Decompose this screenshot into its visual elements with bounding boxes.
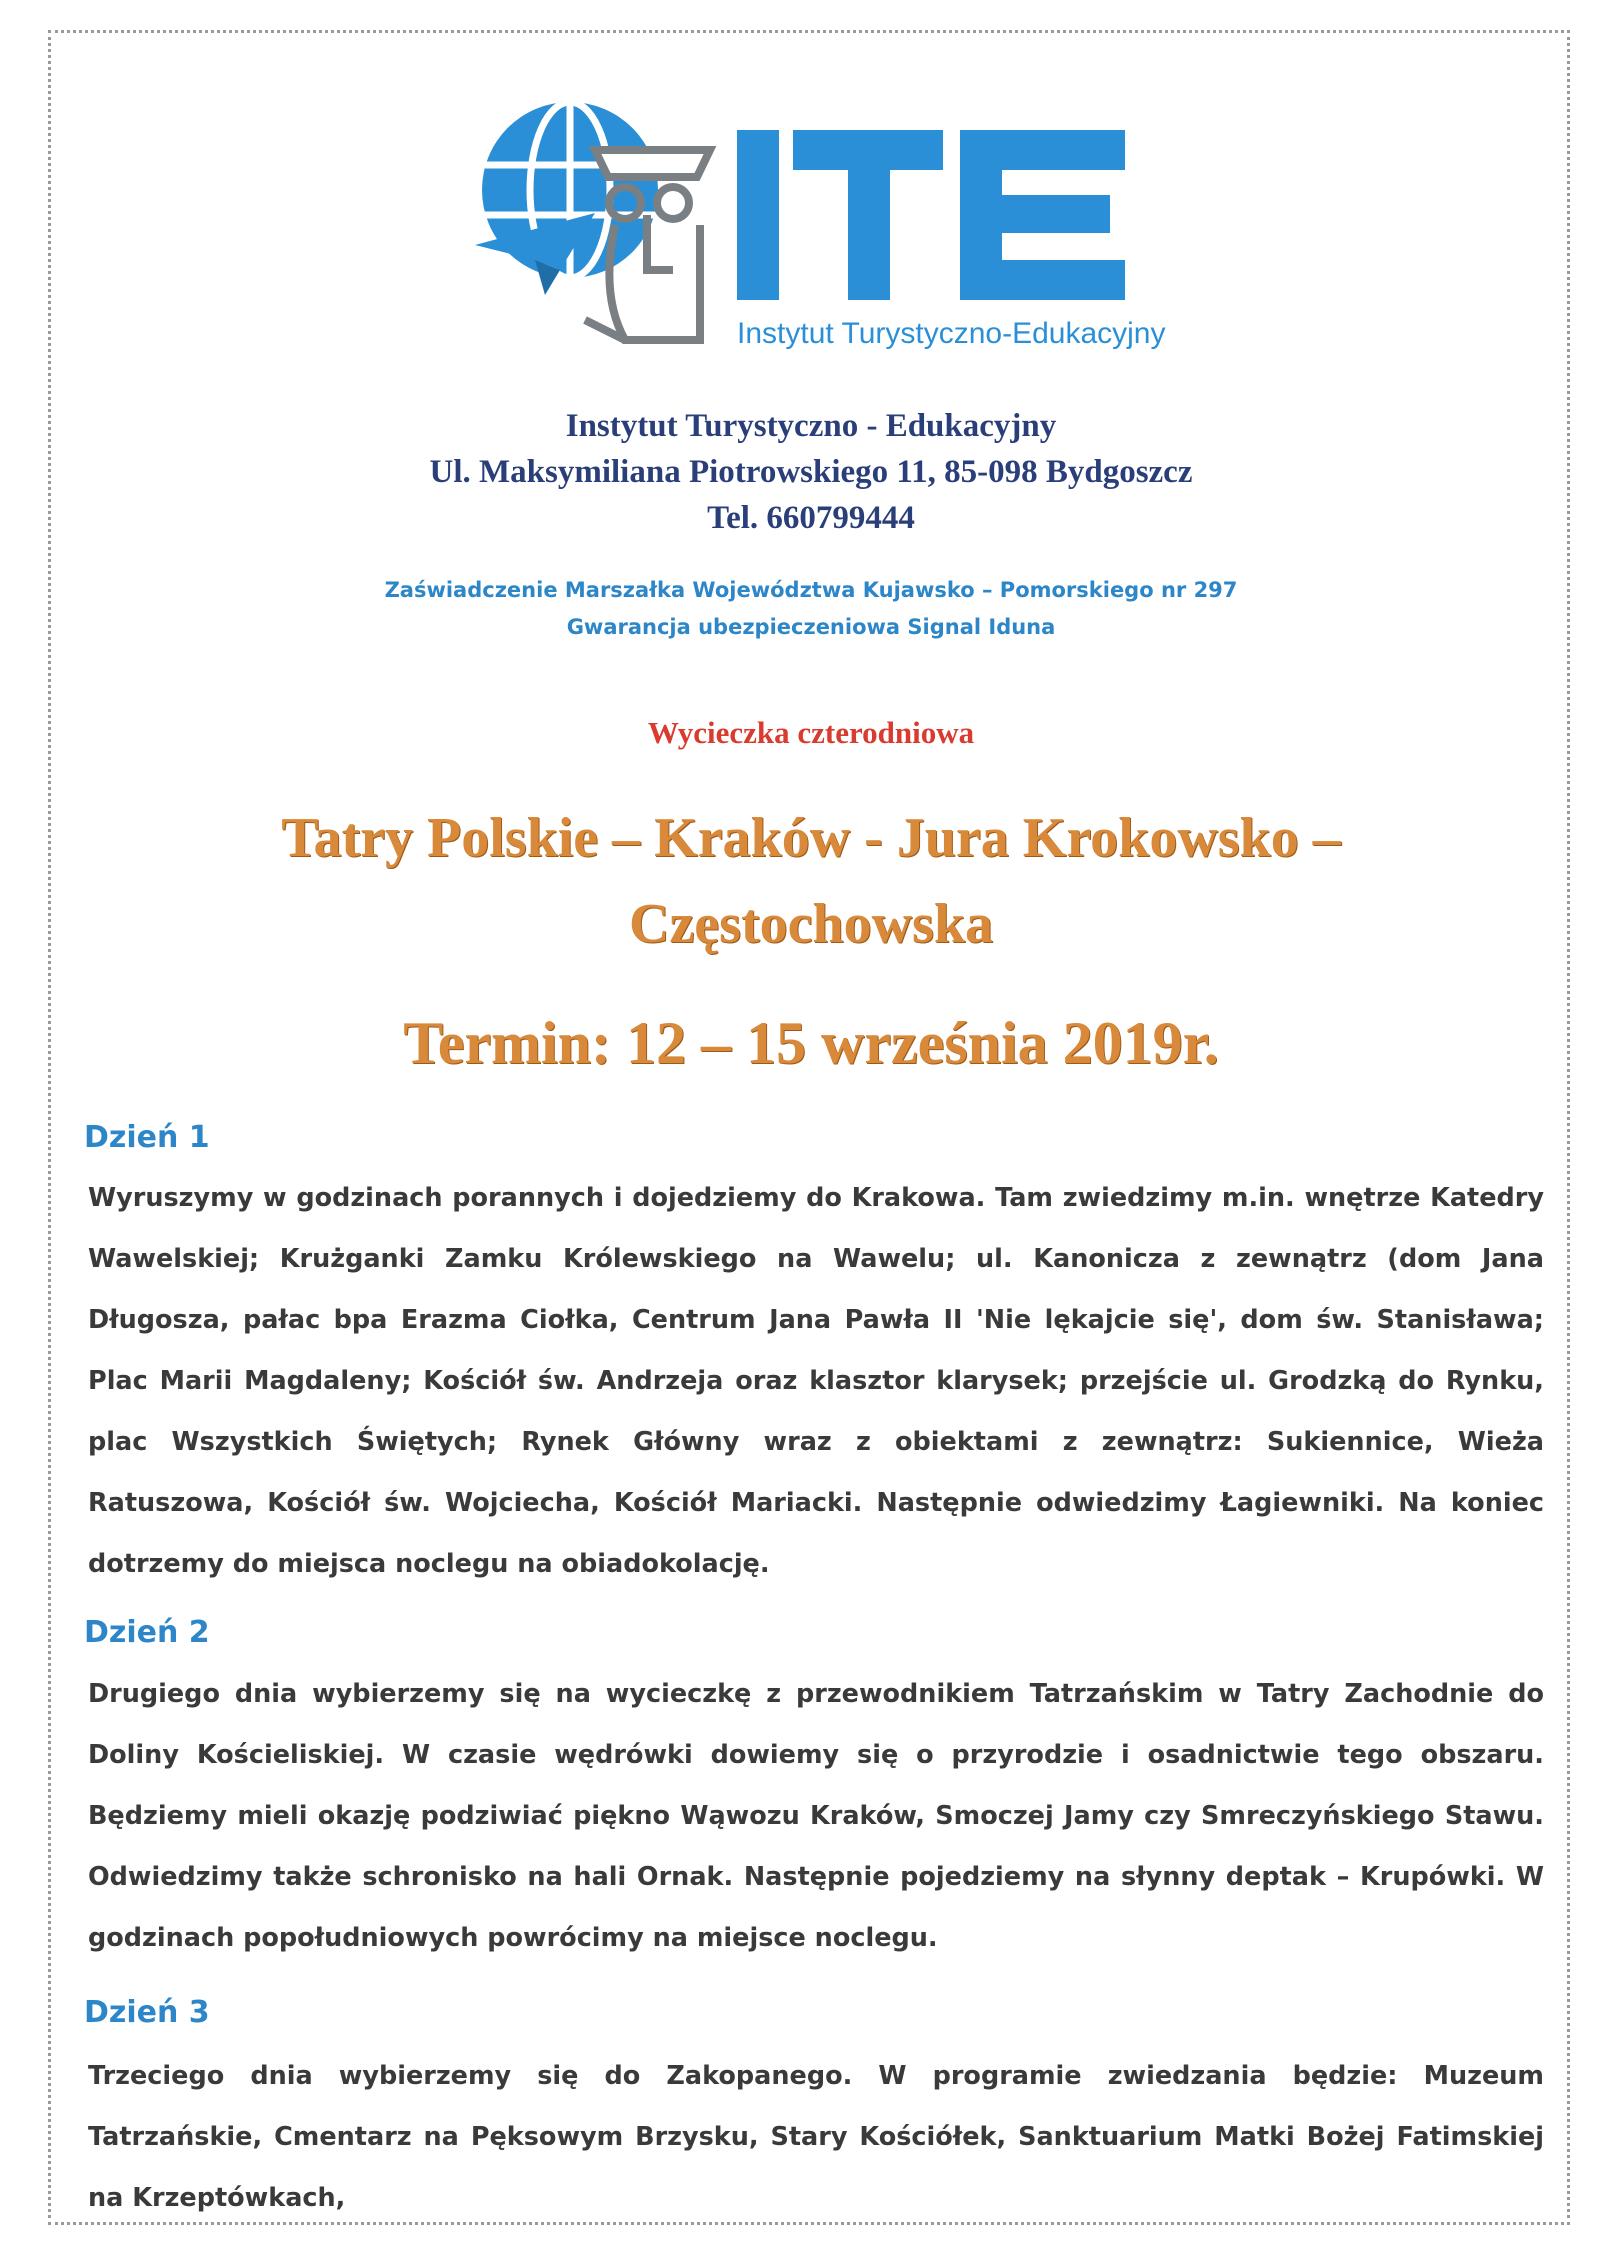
logo-tagline: Instytut Turystyczno-Edukacyjny: [737, 317, 1166, 350]
day-2-heading: Dzień 2: [84, 1615, 210, 1650]
institute-name: Instytut Turystyczno - Edukacyjny: [565, 408, 1057, 444]
ite-letters: [737, 130, 1125, 300]
trip-type: Wycieczka czterodniowa: [647, 715, 975, 750]
institute-phone: Tel. 660799444: [707, 500, 915, 536]
day-3-text: Trzeciego dnia wybierzemy się do Zakopanego. W programie zwiedzania będzie: Muzeum Tatrzańskie, Cmentarz na Pęksowym Brzysku, Stary Kościółek, Sanktuarium Matki Bożej Fatimskiej na Krzeptówkach,: [88, 2061, 1544, 2213]
trip-title-line2: Częstochowska: [629, 893, 993, 955]
day-3-heading: Dzień 3: [84, 1995, 210, 2030]
institute-address: Ul. Maksymiliana Piotrowskiego 11, 85-098 Bydgoszcz: [429, 454, 1193, 490]
ite-logo: [475, 95, 1175, 375]
day-1-heading: Dzień 1: [84, 1120, 210, 1155]
trip-term: Termin: 12 – 15 września 2019r.: [403, 1010, 1219, 1076]
guarantee-line: Gwarancja ubezpieczeniowa Signal Iduna: [566, 615, 1056, 639]
trip-title-line1: Tatry Polskie – Kraków - Jura Krokowsko –: [281, 807, 1341, 869]
day-1-text: Wyruszymy w godzinach porannych i dojedziemy do Krakowa. Tam zwiedzimy m.in. wnętrze Katedry Wawelskiej; Krużganki Zamku Królewskiego na Wawelu; ul. Kanonicza z zewnątrz (dom Jana Długosza, pałac bpa Erazma Ciołka, Centrum Jana Pawła II 'Nie lękajcie się', dom św. Stanisława; Plac Marii Magdaleny; Kościół św. Andrzeja oraz klasztor klarysek; przejście ul. Grodzką do Rynku, plac Wszystkich Świętych; Rynek Główny wraz z obiektami z zewnątrz: Sukiennice, Wieża Ratuszowa, Kościół św. Wojciecha, Kościół Mariacki. Następnie odwiedzimy Łagiewniki. Na koniec dotrzemy do miejsca noclegu na obiadokolację.: [88, 1183, 1544, 1579]
day-2-text: Drugiego dnia wybierzemy się na wycieczkę z przewodnikiem Tatrzańskim w Tatry Zachodnie do Doliny Kościeliskiej. W czasie wędrówki dowiemy się o przyrodzie i osadnictwie tego obszaru. Będziemy mieli okazję podziwiać piękno Wąwozu Kraków, Smoczej Jamy czy Smreczyńskiego Stawu. Odwiedzimy także schronisko na hali Ornak. Następnie pojedziemy na słynny deptak – Krupówki. W godzinach popołudniowych powrócimy na miejsce noclegu.: [88, 1679, 1544, 1953]
certificate-line: Zaświadczenie Marszałka Województwa Kujawsko – Pomorskiego nr 297: [384, 578, 1238, 602]
